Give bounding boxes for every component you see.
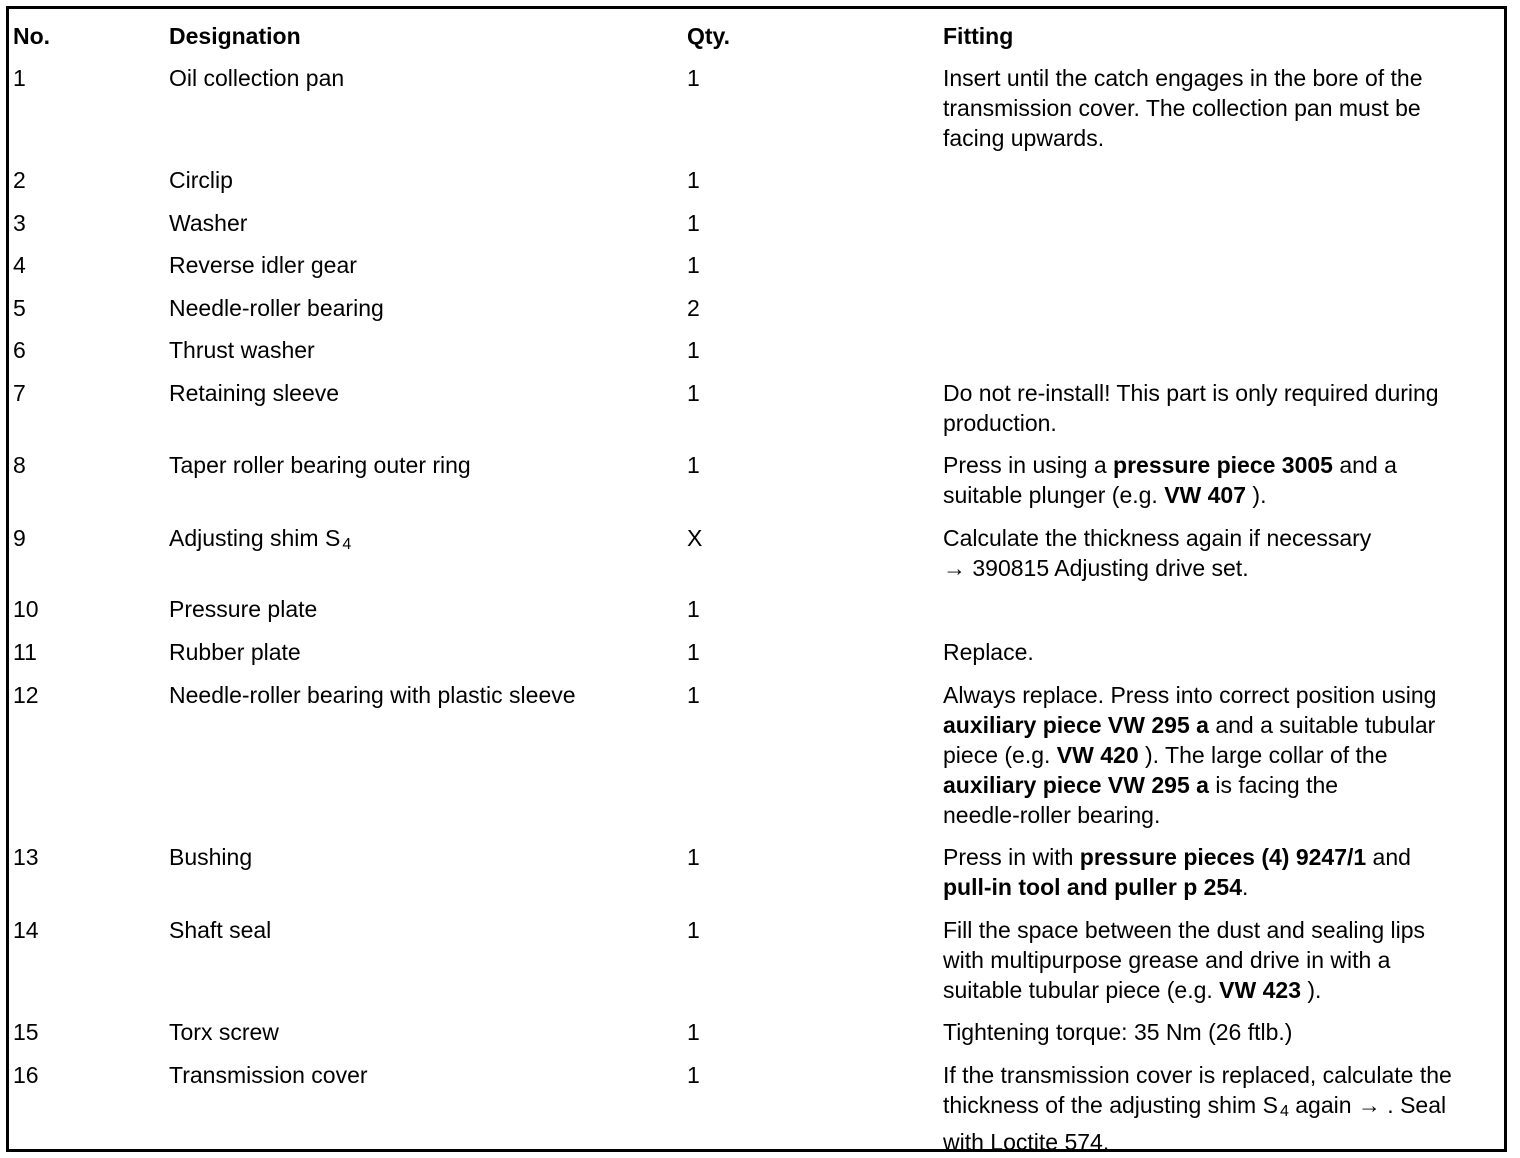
fitting-line: Tightening torque: 35 Nm (26 ftlb.) xyxy=(943,1019,1293,1045)
cell-designation: Reverse idler gear xyxy=(169,252,357,278)
fitting-line: → 390815 Adjusting drive set. xyxy=(943,555,1249,581)
fitting-line: Replace. xyxy=(943,639,1034,665)
fitting-line: with multipurpose grease and drive in with a xyxy=(943,947,1391,973)
cell-qty: 1 xyxy=(687,844,700,870)
cell-qty: 1 xyxy=(687,917,700,943)
cell-designation: Oil collection pan xyxy=(169,65,345,91)
cell-no: 9 xyxy=(13,525,26,551)
cell-fitting xyxy=(943,637,1503,667)
cell-qty: 1 xyxy=(687,337,700,363)
cell-qty: 1 xyxy=(687,167,700,193)
fitting-line: piece (e.g. VW 420 ). The large collar of the xyxy=(943,742,1388,768)
cell-qty: 1 xyxy=(687,1019,700,1045)
header-fitting: Fitting xyxy=(943,23,1014,49)
header-qty: Qty. xyxy=(687,23,731,49)
cell-qty: 1 xyxy=(687,380,700,406)
cell-qty: 1 xyxy=(687,452,700,478)
cell-designation: Thrust washer xyxy=(169,337,315,363)
cell-no: 16 xyxy=(13,1062,39,1088)
cell-qty: 1 xyxy=(687,682,700,708)
cell-designation: Shaft seal xyxy=(169,917,272,943)
cell-designation: Bushing xyxy=(169,844,253,870)
fitting-line: production. xyxy=(943,410,1057,436)
cell-fitting xyxy=(943,842,1503,902)
cell-fitting xyxy=(943,1017,1503,1047)
cell-no: 14 xyxy=(13,917,39,943)
fitting-line: Do not re-install! This part is only required during xyxy=(943,380,1439,406)
cell-designation: Washer xyxy=(169,210,248,236)
cell-designation: Adjusting shim S $_4$ xyxy=(169,525,352,553)
cell-designation: Needle-roller bearing with plastic sleeve xyxy=(169,682,576,708)
fitting-line: Press in using a pressure piece 3005 and a xyxy=(943,452,1397,478)
cell-designation: Retaining sleeve xyxy=(169,380,340,406)
cell-no: 11 xyxy=(13,639,37,665)
fitting-line: transmission cover. The collection pan must be xyxy=(943,95,1421,121)
cell-no: 2 xyxy=(13,167,26,193)
fitting-line: Press in with pressure pieces (4) 9247/1 and xyxy=(943,844,1411,870)
cell-no: 10 xyxy=(13,596,39,622)
cell-designation: Circlip xyxy=(169,167,233,193)
header-designation: Designation xyxy=(169,23,301,49)
fitting-line: with Loctite 574. xyxy=(943,1129,1110,1155)
cell-no: 13 xyxy=(13,844,39,870)
cell-no: 1 xyxy=(13,65,26,91)
cell-fitting xyxy=(943,1060,1503,1157)
header-no: No. xyxy=(13,23,51,49)
cell-fitting xyxy=(943,63,1503,153)
cell-qty: 1 xyxy=(687,65,700,91)
cell-designation: Torx screw xyxy=(169,1019,279,1045)
cell-designation: Rubber plate xyxy=(169,639,301,665)
fitting-line: facing upwards. xyxy=(943,125,1105,151)
cell-designation: Needle-roller bearing xyxy=(169,295,384,321)
cell-no: 15 xyxy=(13,1019,39,1045)
cell-no: 12 xyxy=(13,682,39,708)
cell-fitting xyxy=(943,915,1503,1005)
cell-fitting xyxy=(943,450,1503,510)
cell-qty: 1 xyxy=(687,252,700,278)
fitting-line: Calculate the thickness again if necessary xyxy=(943,525,1372,551)
fitting-line: pull-in tool and puller p 254. xyxy=(943,874,1249,900)
fitting-line: thickness of the adjusting shim S $_4$ again → . Seal xyxy=(943,1092,1447,1120)
cell-qty: X xyxy=(687,525,703,551)
cell-no: 7 xyxy=(13,380,26,406)
fitting-line: auxiliary piece VW 295 a and a suitable tubular xyxy=(943,712,1436,738)
fitting-line: suitable plunger (e.g. VW 407 ). xyxy=(943,482,1267,508)
fitting-line: If the transmission cover is replaced, calculate the xyxy=(943,1062,1452,1088)
fitting-line: Always replace. Press into correct position using xyxy=(943,682,1437,708)
cell-fitting xyxy=(943,680,1503,830)
cell-qty: 1 xyxy=(687,596,700,622)
fitting-line: needle-roller bearing. xyxy=(943,802,1161,828)
cell-designation: Transmission cover xyxy=(169,1062,368,1088)
cell-designation: Taper roller bearing outer ring xyxy=(169,452,471,478)
fitting-line: auxiliary piece VW 295 a is facing the xyxy=(943,772,1339,798)
cell-qty: 1 xyxy=(687,639,700,665)
cell-no: 3 xyxy=(13,210,26,236)
cell-fitting xyxy=(943,378,1503,438)
fitting-line: suitable tubular piece (e.g. VW 423 ). xyxy=(943,977,1322,1003)
cell-no: 6 xyxy=(13,337,26,363)
fitting-line: Insert until the catch engages in the bore of the xyxy=(943,65,1423,91)
cell-no: 4 xyxy=(13,252,26,278)
parts-table xyxy=(6,6,1507,1155)
cell-no: 5 xyxy=(13,295,26,321)
cell-fitting xyxy=(943,523,1503,583)
cell-no: 8 xyxy=(13,452,26,478)
cell-qty: 1 xyxy=(687,210,700,236)
cell-designation: Pressure plate xyxy=(169,596,318,622)
fitting-line: Fill the space between the dust and sealing lips xyxy=(943,917,1426,943)
cell-qty: 1 xyxy=(687,1062,700,1088)
cell-qty: 2 xyxy=(687,295,700,321)
